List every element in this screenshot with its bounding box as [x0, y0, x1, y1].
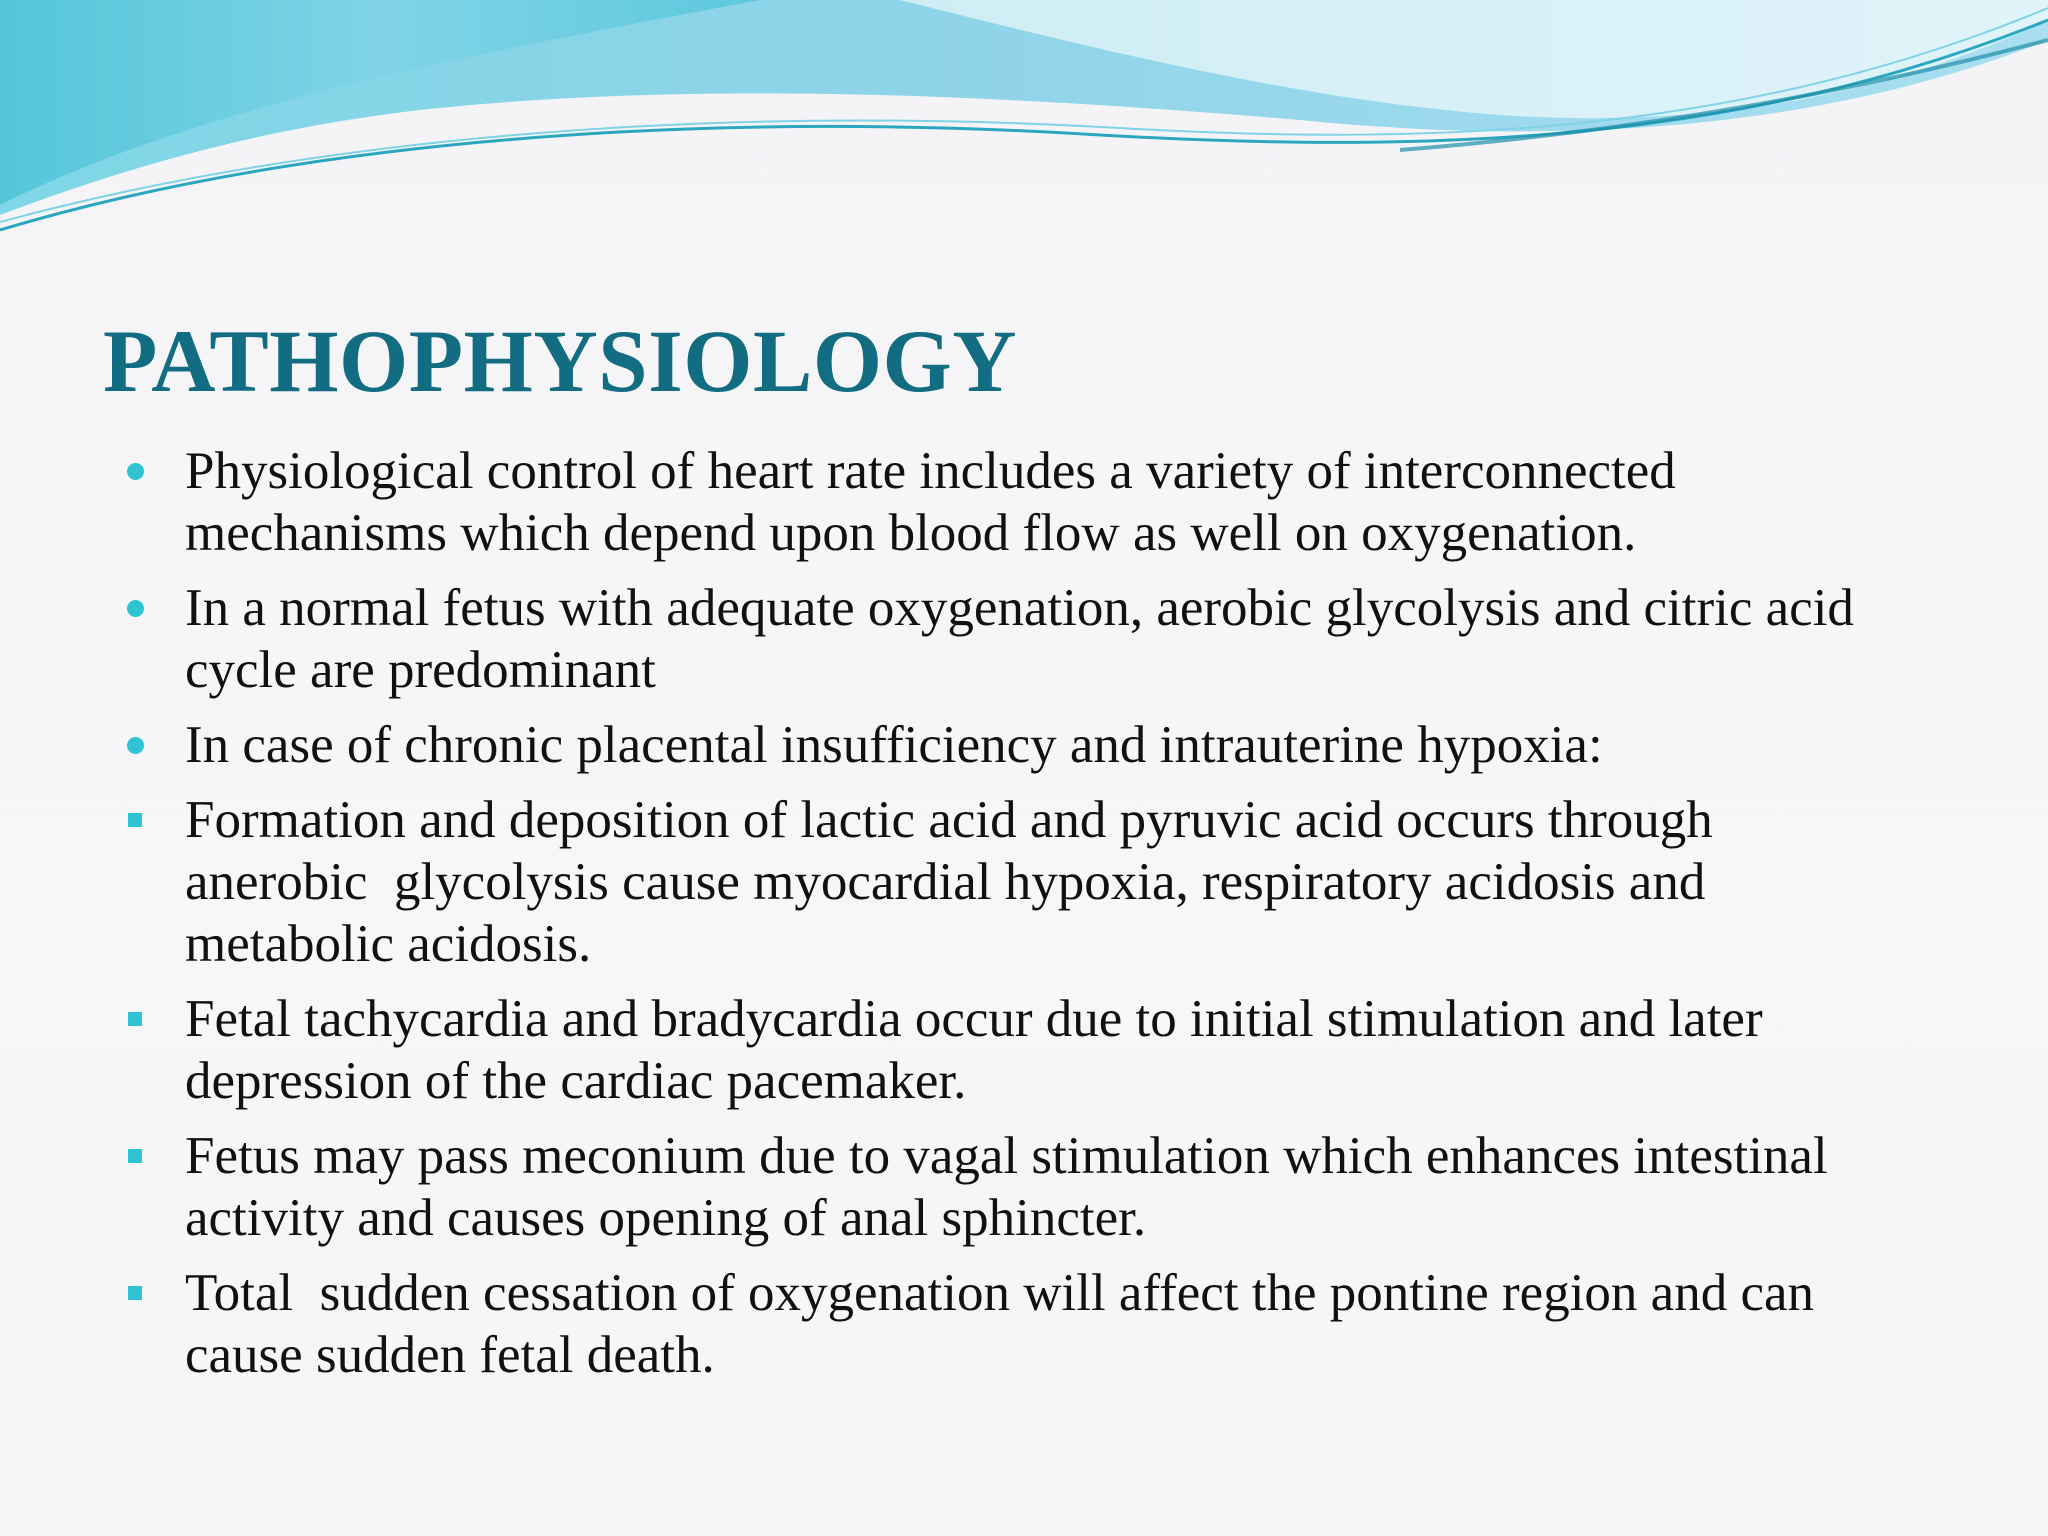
bullet-text: Total sudden cessation of oxygenation will affect the pontine region and can cause sudden fetal death. [185, 1264, 1828, 1384]
round-bullet-icon [127, 463, 144, 480]
slide-title: PATHOPHYSIOLOGY [103, 313, 1018, 411]
bullet-item [0, 440, 1885, 564]
square-bullet-icon [128, 813, 142, 827]
bullet-text: Fetal tachycardia and bradycardia occur due to initial stimulation and later depression of the cardiac pacemaker. [185, 990, 1776, 1110]
round-bullet-icon [127, 600, 144, 617]
bullet-item [0, 714, 1885, 776]
bullet-list [0, 440, 2048, 1399]
bullet-text: In case of chronic placental insufficiency and intrauterine hypoxia: [185, 716, 1603, 774]
bullet-text: Physiological control of heart rate includes a variety of interconnected mechanisms which depend upon blood flow as well on oxygenation. [185, 442, 1690, 562]
square-bullet-icon [128, 1149, 142, 1163]
bullet-item [0, 1262, 1885, 1386]
bullet-item [0, 1125, 1885, 1249]
bullet-item [0, 789, 1885, 975]
bullet-text: Formation and deposition of lactic acid and pyruvic acid occurs through anerobic glycolysis cause myocardial hypoxia, respiratory acidosis and metabolic acidosis. [185, 791, 1726, 973]
bullet-item [0, 577, 1885, 701]
round-bullet-icon [127, 737, 144, 754]
square-bullet-icon [128, 1012, 142, 1026]
bullet-item [0, 988, 1885, 1112]
bullet-text: Fetus may pass meconium due to vagal stimulation which enhances intestinal activity and causes opening of anal sphincter. [185, 1127, 1841, 1247]
square-bullet-icon [128, 1286, 142, 1300]
header-wave-decoration [0, 0, 2048, 240]
bullet-text: In a normal fetus with adequate oxygenation, aerobic glycolysis and citric acid cycle are predominant [185, 579, 1868, 699]
